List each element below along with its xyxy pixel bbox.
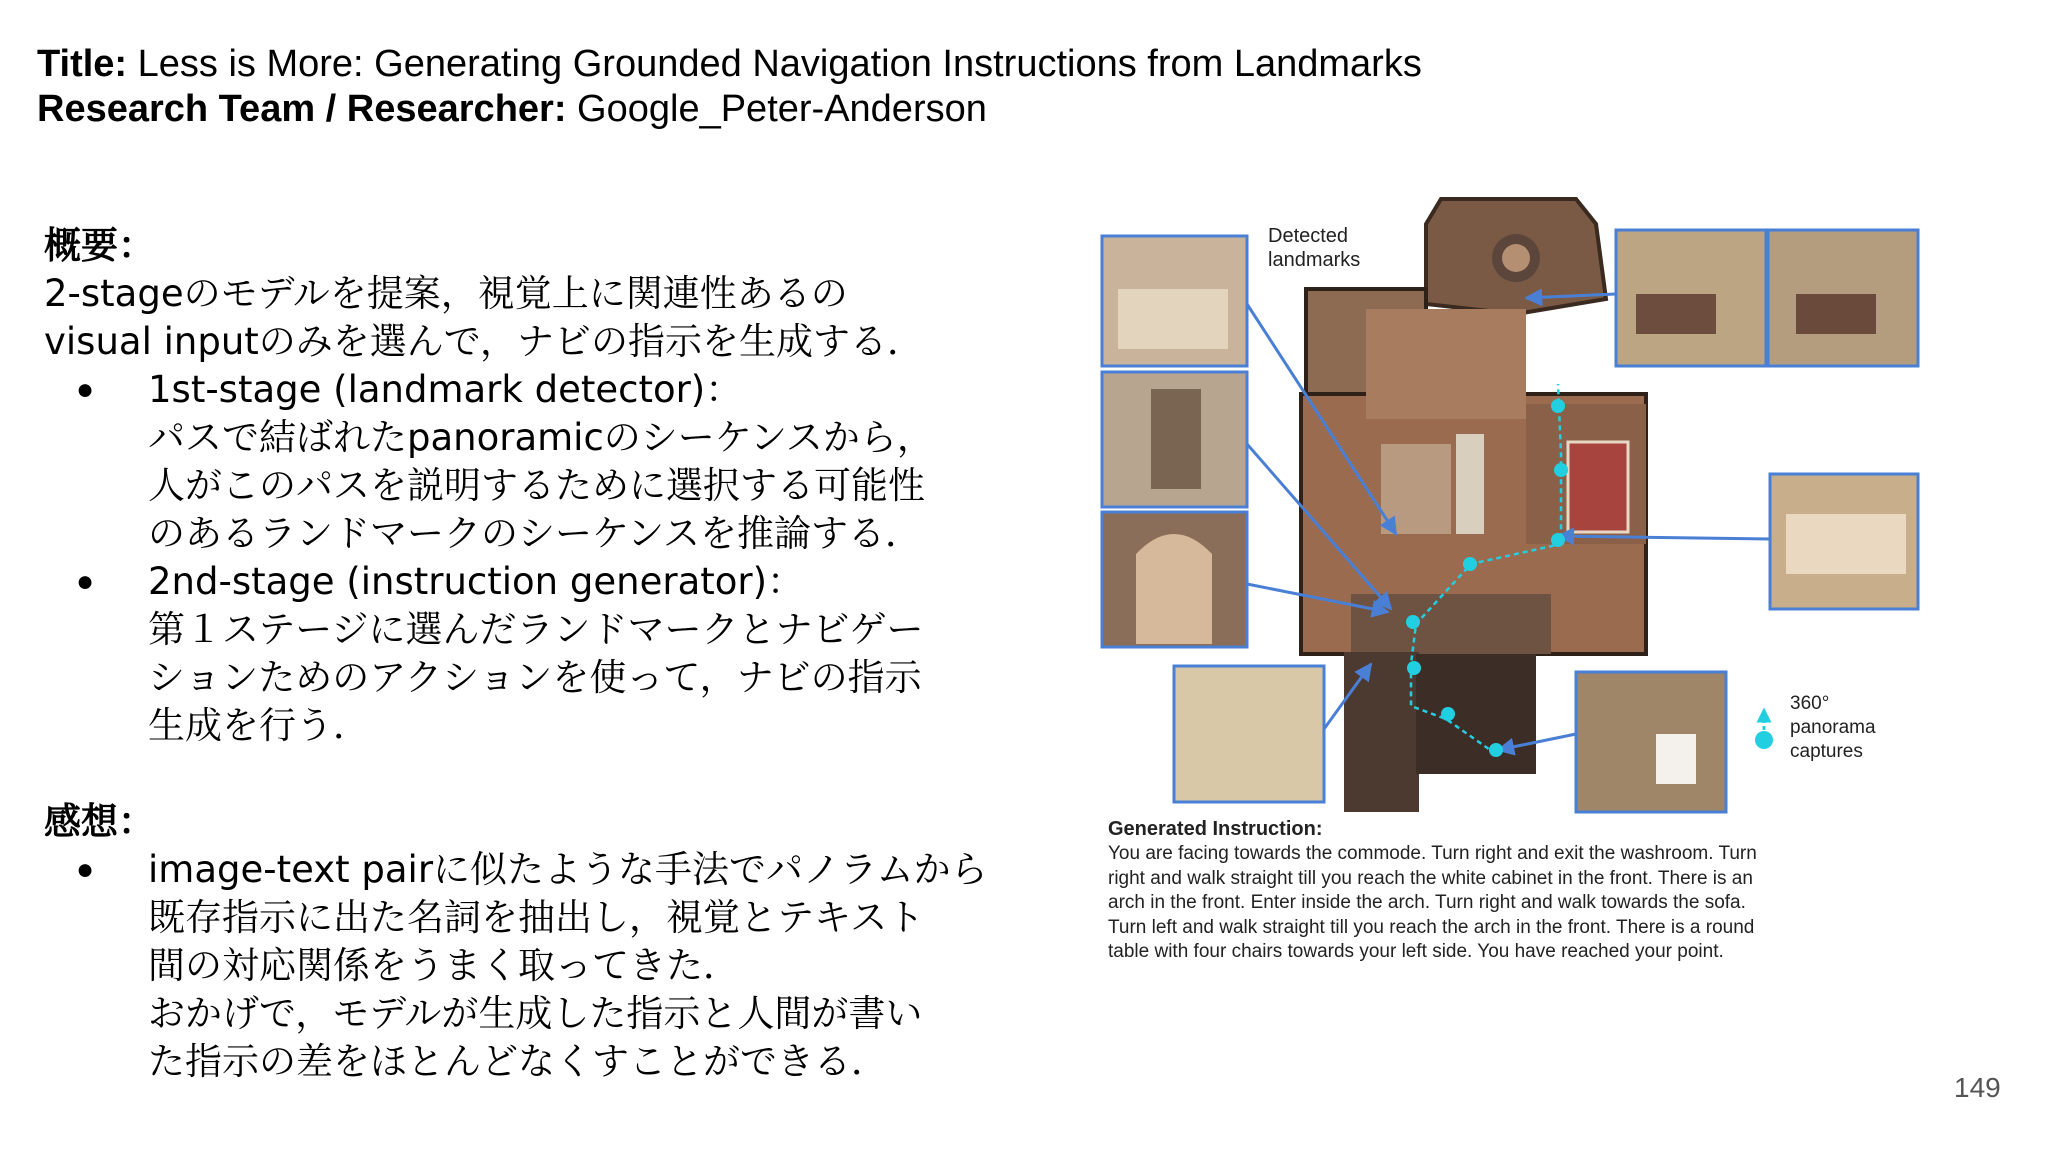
detected-landmarks-label (1268, 224, 1360, 272)
title-value: Less is More: Generating Grounded Navigation Instructions from Landmarks (127, 43, 1422, 85)
section-spacer (44, 750, 1044, 798)
slide-header (37, 42, 1422, 132)
stage1-bullet (44, 366, 1044, 558)
bullet-dot: ● (76, 373, 95, 406)
stage2-title: 2nd-stage (instruction generator)： (148, 560, 805, 603)
summary-line-1: 2-stageのモデルを提案，視覚上に関連性あるの (44, 272, 848, 315)
impression-line: image-text pairに似たような手法でパノラムから (148, 848, 988, 891)
stage2-line: 生成を行う． (148, 704, 370, 747)
team-value: Google_Peter-Anderson (566, 88, 987, 130)
generated-line: right and walk straight till you reach the white cabinet in the front. There is an (1108, 867, 1753, 889)
impression-heading: 感想： (44, 800, 155, 843)
stage1-title: 1st-stage (landmark detector)： (148, 368, 743, 411)
stage2-line: ションためのアクションを使って，ナビの指示 (148, 656, 922, 699)
impression-line: た指示の差をほとんどなくすことができる． (148, 1040, 888, 1083)
team-label: Research Team / Researcher: (37, 88, 567, 130)
slide-body (44, 222, 1044, 1086)
panorama-label-line: captures (1790, 741, 1863, 762)
team-line (37, 87, 1422, 132)
detected-label-line: Detected (1268, 225, 1349, 247)
generated-line: Turn left and walk straight till you reach the arch in the front. There is a round (1108, 916, 1755, 938)
summary-line-2: visual inputのみを選んで，ナビの指示を生成する． (44, 320, 925, 363)
summary-bullets (44, 366, 1044, 750)
page-number: 149 (1954, 1072, 2001, 1103)
generated-line: table with four chairs towards your left side. You have reached your point. (1108, 941, 1724, 962)
stage1-line: のあるランドマークのシーケンスを推論する． (148, 512, 923, 555)
title-line (37, 42, 1422, 87)
panorama-captures-label (1790, 692, 1876, 764)
detected-label-line: landmarks (1268, 249, 1361, 271)
summary-heading: 概要： (44, 224, 155, 267)
stage1-line: 人がこのパスを説明するために選択する可能性 (148, 464, 925, 507)
impression-bullets (44, 846, 1044, 1086)
bullet-dot: ● (76, 565, 95, 598)
impression-line: 間の対応関係をうまく取ってきた． (148, 944, 740, 987)
generated-line: arch in the front. Enter inside the arch. Turn right and walk towards the sofa. (1108, 892, 1746, 913)
bullet-dot: ● (76, 853, 95, 886)
stage2-bullet (44, 558, 1044, 750)
impression-line: おかげで，モデルが生成した指示と人間が書い (148, 992, 923, 1035)
panorama-label-line: panorama (1790, 717, 1876, 738)
floorplan-illustration (1096, 194, 2016, 814)
impression-bullet (44, 846, 1044, 1086)
navigation-figure (1096, 194, 2016, 974)
impression-line: 既存指示に出た名詞を抽出し，視覚とテキスト (148, 896, 925, 939)
title-label: Title: (37, 43, 128, 85)
panorama-label-line: 360° (1790, 693, 1830, 714)
stage2-line: 第１ステージに選んだランドマークとナビゲー (148, 608, 924, 651)
generated-line: You are facing towards the commode. Turn right and exit the washroom. Turn (1108, 843, 1757, 864)
generated-instruction-title: Generated Instruction: (1108, 818, 1323, 840)
generated-instruction-text (1108, 842, 1898, 965)
stage1-line: パスで結ばれたpanoramicのシーケンスから， (148, 416, 934, 459)
